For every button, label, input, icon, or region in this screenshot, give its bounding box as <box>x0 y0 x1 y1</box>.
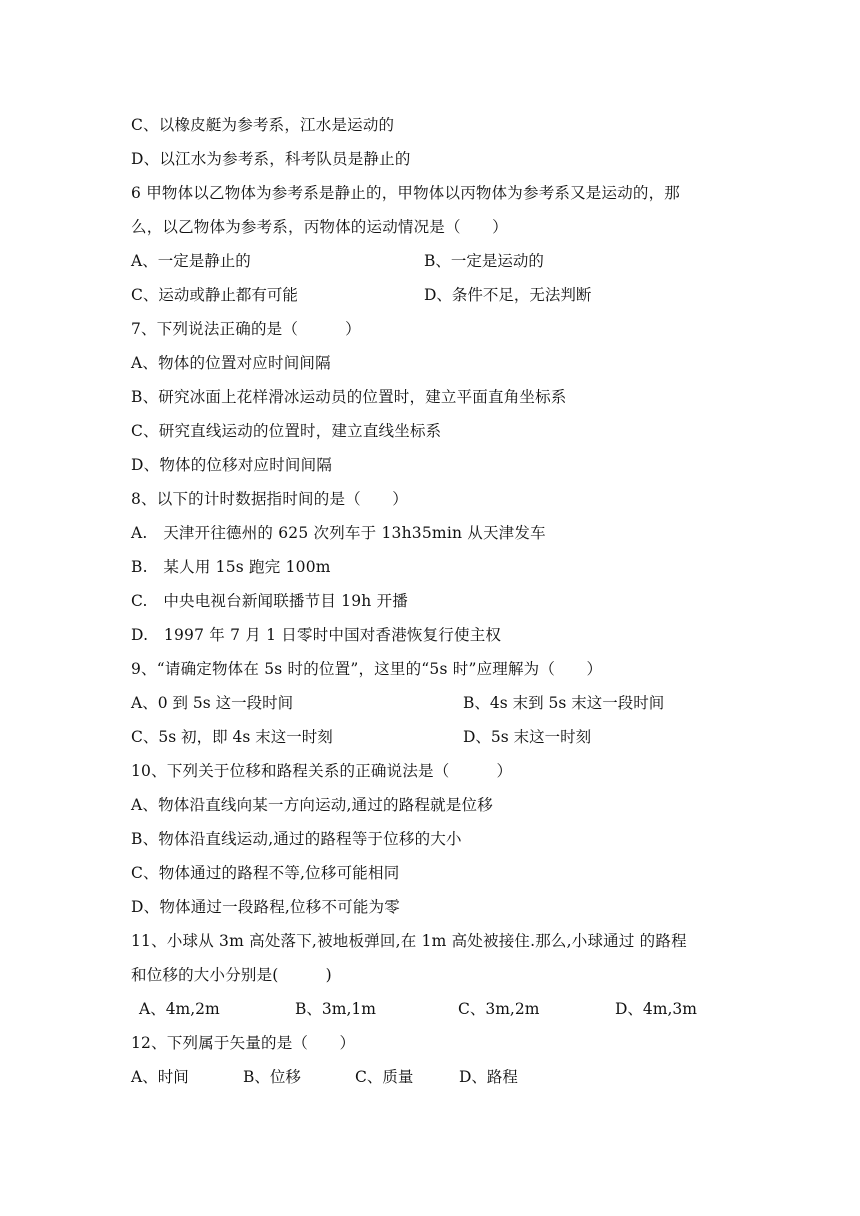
q5-option-c: C、以橡皮艇为参考系，江水是运动的 <box>131 116 395 134</box>
q9-stem: 9、“请确定物体在 5s 时的位置”，这里的“5s 时”应理解为（ ） <box>131 660 603 678</box>
q8-option-c: C. 中央电视台新闻联播节目 19h 开播 <box>131 592 408 610</box>
q10-option-d: D、物体通过一段路程,位移不可能为零 <box>131 898 400 916</box>
q9-option-c: C、5s 初，即 4s 末这一时刻 <box>131 728 333 746</box>
q7-option-b: B、研究冰面上花样滑冰运动员的位置时，建立平面直角坐标系 <box>131 388 567 406</box>
q12-option-a: A、时间 <box>131 1068 189 1086</box>
q6-option-c: C、运动或静止都有可能 <box>131 286 298 304</box>
q11-option-a: A、4m,2m <box>139 1000 220 1018</box>
q11-option-d: D、4m,3m <box>615 1000 697 1018</box>
q6-stem-line2: 么，以乙物体为参考系，丙物体的运动情况是（ ） <box>131 218 508 236</box>
q11-stem-line2: 和位移的大小分别是( ) <box>131 966 332 984</box>
question-content <box>131 108 731 1094</box>
q9-option-a: A、0 到 5s 这一段时间 <box>131 694 294 712</box>
q12-option-d: D、路程 <box>459 1068 518 1086</box>
q7-stem: 7、下列说法正确的是（ ） <box>131 320 361 338</box>
q12-option-b: B、位移 <box>243 1068 301 1086</box>
q8-option-a: A. 天津开往德州的 625 次列车于 13h35min 从天津发车 <box>131 524 546 542</box>
q10-option-a: A、物体沿直线向某一方向运动,通过的路程就是位移 <box>131 796 493 814</box>
q8-option-d: D. 1997 年 7 月 1 日零时中国对香港恢复行使主权 <box>131 626 502 644</box>
q6-options-row2 <box>131 278 731 312</box>
q12-options-row <box>131 1060 731 1094</box>
q5-option-d: D、以江水为参考系，科考队员是静止的 <box>131 150 411 168</box>
q12-stem: 12、下列属于矢量的是（ ） <box>131 1034 356 1052</box>
q6-option-a: A、一定是静止的 <box>131 252 251 270</box>
q6-option-b: B、一定是运动的 <box>424 252 544 270</box>
q7-option-a: A、物体的位置对应时间间隔 <box>131 354 331 372</box>
q9-options-row1 <box>131 686 731 720</box>
q9-option-d: D、5s 末这一时刻 <box>463 728 592 746</box>
q10-option-b: B、物体沿直线运动,通过的路程等于位移的大小 <box>131 830 462 848</box>
q6-stem-line1: 6 甲物体以乙物体为参考系是静止的，甲物体以丙物体为参考系又是运动的，那 <box>131 184 680 202</box>
q11-option-c: C、3m,2m <box>458 1000 540 1018</box>
q8-option-b: B. 某人用 15s 跑完 100m <box>131 558 331 576</box>
q6-options-row1 <box>131 244 731 278</box>
q10-stem: 10、下列关于位移和路程关系的正确说法是（ ） <box>131 762 513 780</box>
q11-options-row <box>131 992 731 1026</box>
q9-options-row2 <box>131 720 731 754</box>
q7-option-d: D、物体的位移对应时间间隔 <box>131 456 333 474</box>
q11-option-b: B、3m,1m <box>295 1000 376 1018</box>
q11-stem-line1: 11、小球从 3m 高处落下,被地板弹回,在 1m 高处被接住.那么,小球通过 的路程 <box>131 932 687 950</box>
q6-option-d: D、条件不足，无法判断 <box>424 286 592 304</box>
q8-stem: 8、以下的计时数据指时间的是（ ） <box>131 490 408 508</box>
q10-option-c: C、物体通过的路程不等,位移可能相同 <box>131 864 400 882</box>
q7-option-c: C、研究直线运动的位置时，建立直线坐标系 <box>131 422 442 440</box>
q12-option-c: C、质量 <box>355 1068 414 1086</box>
q9-option-b: B、4s 末到 5s 末这一段时间 <box>463 694 665 712</box>
